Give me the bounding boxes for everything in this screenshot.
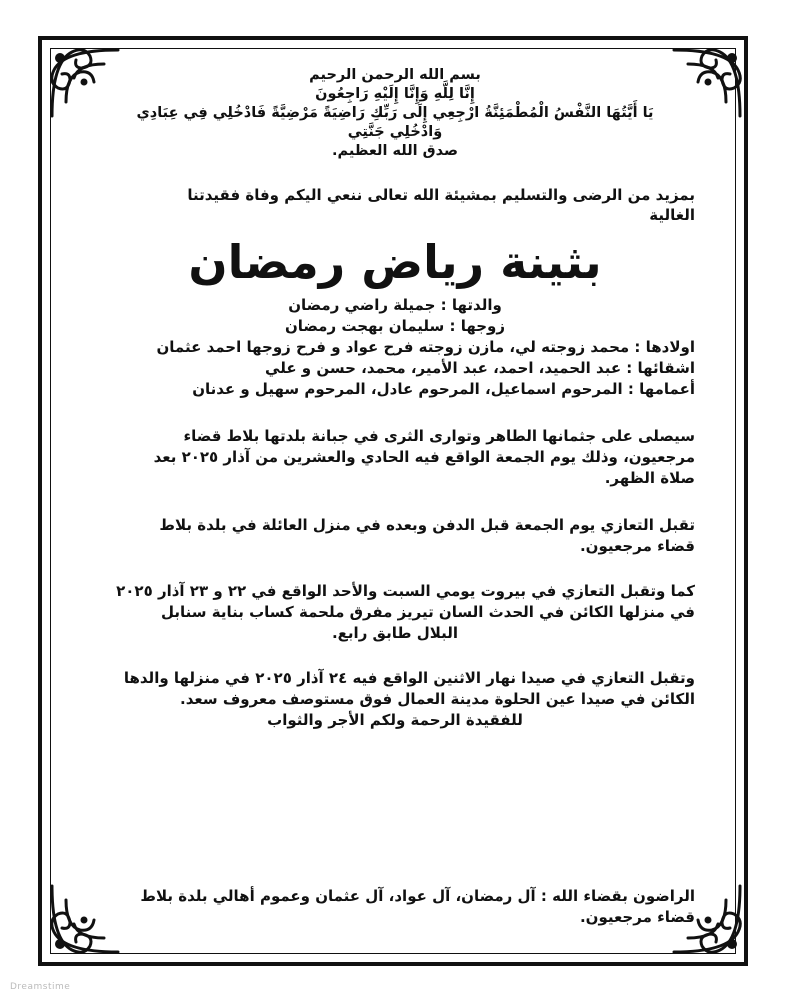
condolences-saida-paragraph: [95, 668, 695, 731]
family-mother: والدتها : جميلة راضي رمضان: [288, 296, 502, 314]
deceased-name: بثينة رياض رمضان: [188, 235, 602, 289]
funeral-line: صلاة الظهر.: [604, 469, 695, 487]
basmala: بسم الله الرحمن الرحيم: [309, 67, 481, 83]
condolences-beirut-paragraph: [95, 581, 695, 644]
verse-line: إِنَّا لِلَّهِ وَإِنَّا إِلَيْهِ رَاجِعُونَ: [315, 86, 475, 102]
condolences-line: قضاء مرجعيون.: [579, 537, 695, 555]
family-uncles: أعمامها : المرحوم اسماعيل، المرحوم عادل، المرحوم سهيل و عدنان: [192, 380, 695, 398]
condolences-line: وتقبل التعازي في صيدا نهار الاثنين الواقع فيه ٢٤ آذار ٢٠٢٥ في منزلها والدها: [123, 669, 695, 687]
intro-paragraph: [95, 185, 695, 225]
family-siblings: اشقائها : عبد الحميد، احمد، عبد الأمير، محمد، حسن و علي: [265, 359, 695, 377]
verse-closing: صدق الله العظيم.: [331, 143, 459, 159]
condolences-line: البلال طابق رابع.: [331, 624, 458, 642]
condolences-local-paragraph: [95, 515, 695, 557]
mourners-line: قضاء مرجعيون.: [579, 908, 695, 926]
funeral-line: سيصلى على جثمانها الطاهر وتوارى الثرى في جبانة بلدتها بلاط قضاء: [183, 427, 695, 445]
family-children: اولادها : محمد زوجته لي، مازن زوجته فرح عواد و فرح زوجها احمد عثمان: [156, 338, 695, 356]
family-husband: زوجها : سليمان بهجت رمضان: [284, 317, 506, 335]
intro-line: الغالية: [649, 206, 695, 224]
mourners-line: الراضون بقضاء الله : آل رمضان، آل عواد، آل عثمان وعموم أهالي بلدة بلاط: [140, 887, 695, 905]
condolences-line: تقبل التعازي يوم الجمعة قبل الدفن وبعده في منزل العائلة في بلدة بلاط: [159, 516, 695, 534]
family-list: [95, 295, 695, 400]
funeral-paragraph: [95, 426, 695, 489]
condolences-line: في منزلها الكائن في الحدث السان تيريز مفرق ملحمة كساب بناية سنابل: [161, 603, 695, 621]
quran-header: [95, 66, 695, 161]
verse-line: يَا أَيَّتُهَا النَّفْسُ الْمُطْمَئِنَّةُ ارْجِعِي إِلَى رَبِّكِ رَاضِيَةً مَرْضِيَّةً فَادْخُلِي فِي عِبَادِي: [136, 105, 654, 121]
verse-line: وَادْخُلِي جَنَّتِي: [347, 124, 443, 140]
condolences-line: الكائن في صيدا عين الحلوة مدينة العمال فوق مستوصف معروف سعد.: [180, 690, 695, 708]
obituary-content: [95, 66, 695, 731]
condolences-line: للفقيدة الرحمة ولكم الأجر والثواب: [267, 711, 523, 729]
watermark: Dreamstime: [10, 982, 71, 992]
mourners-paragraph: [95, 886, 695, 928]
funeral-line: مرجعيون، وذلك يوم الجمعة الواقع فيه الحادي والعشرين من آذار ٢٠٢٥ بعد: [153, 448, 695, 466]
intro-line: بمزيد من الرضى والتسليم بمشيئة الله تعالى ننعي اليكم وفاة فقيدتنا: [187, 186, 695, 204]
condolences-line: كما وتقبل التعازي في بيروت يومي السبت والأحد الواقع في ٢٢ و ٢٣ آذار ٢٠٢٥: [116, 582, 695, 600]
